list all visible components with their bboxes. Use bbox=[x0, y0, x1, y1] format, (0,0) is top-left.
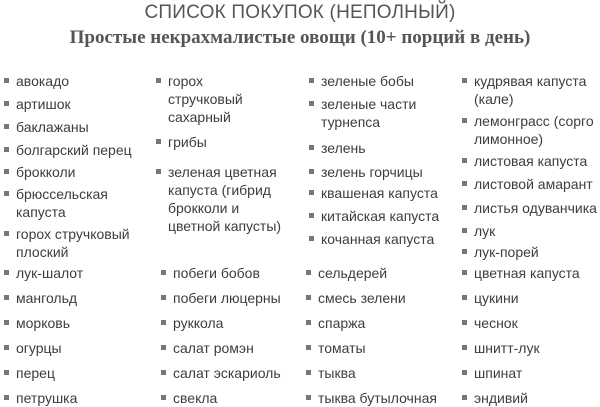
list-item: брюссельская капуста bbox=[16, 185, 141, 221]
list-item: горох стручковый плоский bbox=[16, 225, 151, 261]
list-item: побеги бобов bbox=[173, 264, 303, 282]
list-item: лук-шалот bbox=[16, 264, 151, 282]
list-item: квашеная капуста bbox=[321, 184, 456, 202]
list-item: салат ромэн bbox=[173, 339, 303, 357]
list-item: салат эскариоль bbox=[173, 364, 303, 382]
list-item: петрушка bbox=[16, 389, 151, 407]
list-item: горох стручковый сахарный bbox=[168, 72, 268, 126]
list-item: томаты bbox=[318, 339, 453, 357]
list-item: зеленые части турнепса bbox=[321, 95, 431, 131]
list-item: зеленая цветная капуста (гибрид брокколи и цветной капусты) bbox=[168, 163, 293, 235]
list-item: листовая капуста bbox=[474, 152, 599, 170]
list-item: лук-порей bbox=[474, 243, 599, 261]
list-item: чеснок bbox=[474, 314, 599, 332]
list-item: болгарский перец bbox=[16, 141, 156, 159]
list-item: авокадо bbox=[16, 72, 151, 90]
list-item: огурцы bbox=[16, 339, 151, 357]
list-item: зеленые бобы bbox=[321, 72, 451, 90]
list-item: спаржа bbox=[318, 314, 453, 332]
list-item: баклажаны bbox=[16, 118, 151, 136]
list-item: кудрявая капуста (кале) bbox=[474, 72, 599, 108]
list-item: брокколи bbox=[16, 163, 151, 181]
list-item: артишок bbox=[16, 95, 151, 113]
list-item: зелень bbox=[321, 139, 451, 157]
list-item: шнитт-лук bbox=[474, 339, 599, 357]
list-item: перец bbox=[16, 364, 151, 382]
list-item: лемонграсс (сорго лимонное) bbox=[474, 112, 599, 148]
list-item: кочанная капуста bbox=[321, 230, 456, 248]
list-item: грибы bbox=[168, 133, 298, 151]
list-item: мангольд bbox=[16, 289, 151, 307]
list-item: зелень горчицы bbox=[321, 163, 456, 181]
list-item: побеги люцерны bbox=[173, 289, 303, 307]
list-item: морковь bbox=[16, 314, 151, 332]
list-item: цветная капуста bbox=[474, 264, 599, 282]
list-item: тыква бутылочная bbox=[318, 389, 458, 407]
list-item: цукини bbox=[474, 289, 599, 307]
list-title: СПИСОК ПОКУПОК (НЕПОЛНЫЙ) bbox=[144, 2, 456, 23]
list-item: тыква bbox=[318, 364, 453, 382]
list-item: листовой амарант bbox=[474, 175, 599, 193]
list-item: руккола bbox=[173, 314, 303, 332]
list-item: лук bbox=[474, 222, 599, 240]
list-item: сельдерей bbox=[318, 264, 453, 282]
list-item: шпинат bbox=[474, 364, 599, 382]
list-item: китайская капуста bbox=[321, 207, 456, 225]
list-subtitle: Простые некрахмалистые овощи (10+ порций в день) bbox=[69, 27, 531, 48]
list-item: эндивий bbox=[474, 389, 599, 407]
list-item: свекла bbox=[173, 389, 303, 407]
list-item: листья одуванчика bbox=[474, 199, 599, 217]
list-item: смесь зелени bbox=[318, 289, 453, 307]
